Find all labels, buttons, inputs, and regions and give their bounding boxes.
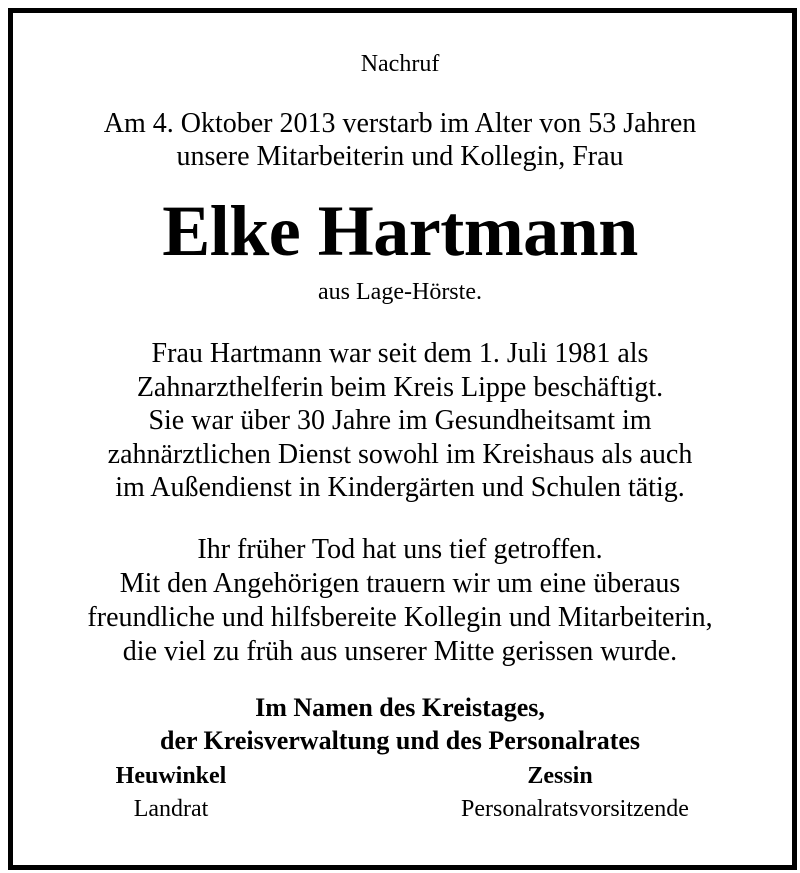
tribute-line: Ihr früher Tod hat uns tief getroffen. bbox=[197, 534, 603, 565]
biography-line: Sie war über 30 Jahre im Gesundheitsamt im bbox=[148, 405, 652, 436]
deceased-name: Elke Hartmann bbox=[162, 191, 638, 271]
intro-line: Am 4. Oktober 2013 verstarb im Alter von 53 Jahren bbox=[103, 108, 697, 139]
biography-text bbox=[0, 337, 800, 505]
biography-line: Frau Hartmann war seit dem 1. Juli 1981 als bbox=[151, 338, 649, 369]
tribute-line: Mit den Angehörigen trauern wir um eine überaus bbox=[119, 568, 681, 599]
biography-line: Zahnarzthelferin beim Kreis Lippe beschäftigt. bbox=[136, 371, 664, 403]
biography-line: zahnärztlichen Dienst sowohl im Kreishaus als auch bbox=[107, 438, 693, 470]
signatory-name-left: Heuwinkel bbox=[115, 763, 227, 789]
sender-line: Im Namen des Kreistages, bbox=[255, 693, 545, 722]
signatory-title-right: Personalratsvorsitzende bbox=[461, 796, 689, 822]
sender-block bbox=[0, 691, 800, 757]
deceased-origin: aus Lage-Hörste. bbox=[318, 279, 482, 305]
intro-line: unsere Mitarbeiterin und Kollegin, Frau bbox=[176, 141, 624, 172]
tribute-line: die viel zu früh aus unserer Mitte gerissen wurde. bbox=[122, 636, 678, 667]
tribute-text bbox=[0, 533, 800, 669]
sender-line: der Kreisverwaltung und des Personalrates bbox=[159, 726, 641, 755]
signatory-name-right: Zessin bbox=[527, 763, 593, 789]
intro-text bbox=[0, 107, 800, 173]
biography-line: im Außendienst in Kindergärten und Schulen tätig. bbox=[115, 472, 685, 503]
tribute-line: freundliche und hilfsbereite Kollegin und Mitarbeiterin, bbox=[87, 602, 713, 633]
obituary-heading: Nachruf bbox=[360, 51, 440, 77]
signatory-title-left: Landrat bbox=[133, 796, 209, 822]
